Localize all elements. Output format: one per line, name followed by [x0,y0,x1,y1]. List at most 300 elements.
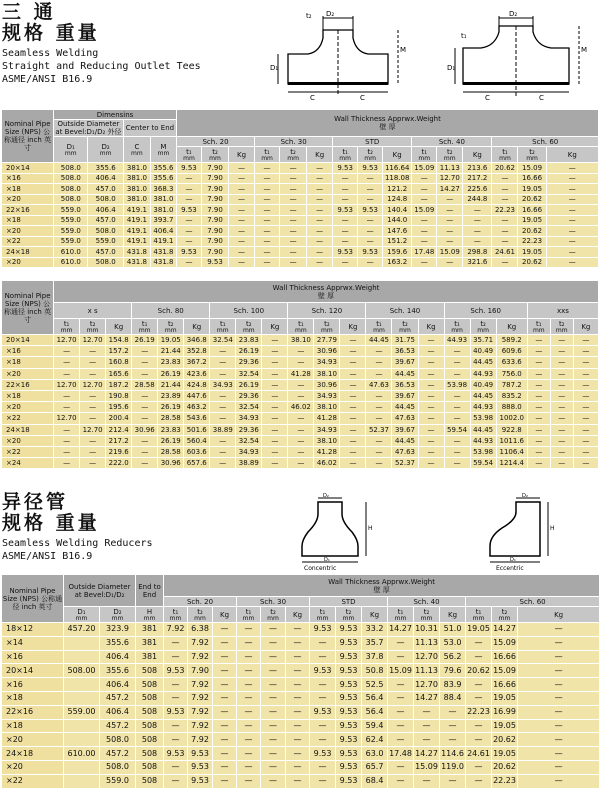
table-cell: — [280,247,307,258]
table-cell: — [286,636,310,650]
table-cell: — [310,636,336,650]
table-cell: — [418,413,444,424]
table-cell: — [437,236,463,247]
table-cell: 508 [136,733,164,747]
table-cell: — [132,346,158,357]
table-cell: — [280,236,307,247]
table-cell: 34.93 [314,390,340,401]
t3-od-header: Outside Diameter at Bevel:D₁/D₂ [64,575,136,607]
table-cell: — [546,194,598,205]
t3-t1-sub: t₁ mm [310,607,336,623]
t2-size-cell: ×22 [2,413,54,424]
table-cell: 23.83 [158,357,184,368]
t1-t2-sub: t₂ mm [280,147,307,163]
table-cell: — [132,446,158,457]
table-cell: 38.10 [314,435,340,446]
table-cell: — [573,357,598,368]
table-cell: 187.2 [106,379,132,390]
table-cell: 9.53 [336,747,362,761]
table-cell: — [286,664,310,678]
table-cell: 165.6 [106,368,132,379]
table-cell: — [80,357,106,368]
t1-size-cell: ×20 [2,194,54,205]
table-cell: — [262,346,288,357]
table-cell: 157.2 [106,346,132,357]
table-cell: — [340,458,366,469]
table-cell: — [213,678,237,692]
table-cell: 15.09 [414,760,440,774]
table-cell: 217.2 [463,173,492,184]
table-cell: 14.27 [437,184,463,195]
table-cell: 65.7 [362,760,388,774]
t2-size-cell: 24×18 [2,424,54,435]
table-cell: — [414,774,440,788]
table-cell: — [80,413,106,424]
t2-t1-sub: t₁ mm [444,319,470,335]
table-cell: — [176,215,201,226]
table-cell: 190.8 [106,390,132,401]
table-cell: 11.13 [414,664,440,678]
t3-size-cell: ×20 [2,760,64,774]
table-cell: 22.23 [518,236,546,247]
table-cell: 6.38 [188,623,213,637]
table-cell: 559.0 [54,226,88,237]
table-cell: — [492,173,518,184]
t2-sch-100: Sch. 100 [210,303,288,319]
table-cell: 12.70 [80,424,106,435]
t2-sch-120: Sch. 120 [288,303,366,319]
t3-size-cell: ×16 [2,650,64,664]
table-cell: — [54,346,80,357]
t3-wall-header [164,575,600,597]
t1-t1-sub: t₁ mm [176,147,201,163]
table-cell: — [546,215,598,226]
t1-t1-sub: t₁ mm [255,147,280,163]
table-cell: 88.4 [440,691,466,705]
table-cell: 610.0 [54,257,88,268]
table-row [2,402,599,413]
table-cell: 114.6 [440,747,466,761]
table-cell: 508.0 [54,173,88,184]
table-cell: 46.02 [288,402,314,413]
table-cell: 16.66 [492,678,518,692]
table-cell: — [237,691,261,705]
t2-t2-sub: t₂ mm [314,319,340,335]
table-cell: 20.62 [492,733,518,747]
table-cell: 20.62 [492,163,518,174]
t1-wall-cn: 壁 厚 [379,123,396,131]
table-cell: — [176,173,201,184]
t3-sch-60: Sch. 60 [466,597,600,607]
table-cell: — [237,623,261,637]
table-cell: 835.2 [496,390,527,401]
table-cell: 163.2 [383,257,412,268]
t2-t1-sub: t₁ mm [54,319,80,335]
t3-wall-cn: 壁 厚 [373,585,390,594]
table-cell: — [261,733,286,747]
t3-size-cell: ×20 [2,733,64,747]
table-cell: 381.0 [150,194,176,205]
table-cell: 9.53 [358,163,383,174]
table-cell: — [358,194,383,205]
table-cell: — [444,413,470,424]
t2-sch-80: Sch. 80 [132,303,210,319]
table-cell: 15.09 [492,636,518,650]
tee-c-label: C [310,94,315,100]
table-cell: — [414,719,440,733]
table-cell: 424.8 [184,379,210,390]
table-cell: — [358,215,383,226]
table-cell: — [213,733,237,747]
table-row [2,357,599,368]
table-cell: — [366,402,392,413]
table-cell: — [546,226,598,237]
t1-sch-30: Sch. 30 [255,137,333,147]
table-cell: 559.0 [88,236,123,247]
table-cell: — [255,194,280,205]
table-cell: — [437,194,463,205]
table-cell: — [444,435,470,446]
t1-sch-40: Sch. 40 [412,137,492,147]
table-cell: — [340,346,366,357]
rtee-c2-label: C [539,94,544,100]
table-cell: 33.2 [362,623,388,637]
table-cell: — [492,215,518,226]
table-cell: — [261,678,286,692]
table-cell: 15.09 [412,163,437,174]
table-cell: — [550,435,573,446]
table-cell: — [366,346,392,357]
table-cell: — [333,215,358,226]
table-cell: 244.8 [463,194,492,205]
table-cell: 50.8 [362,664,388,678]
table-cell: 559.0 [100,774,136,788]
table-cell: — [518,719,600,733]
table-cell: — [418,435,444,446]
table-cell: — [550,335,573,346]
table-cell: 508.0 [100,733,136,747]
t1-dimensions-header: Dimensins [54,110,177,120]
table-cell: 9.53 [176,163,201,174]
table-cell: 36.53 [392,346,418,357]
t1-kg-sub: Kg [463,147,492,163]
table-cell: 44.45 [470,390,496,401]
table-cell: 11.13 [414,636,440,650]
table-cell: 119.0 [440,760,466,774]
table-cell: 116.64 [383,163,412,174]
table-cell: — [358,226,383,237]
table-cell: 352.8 [184,346,210,357]
table-cell: 9.53 [336,678,362,692]
t2-subheader-row [2,319,599,335]
table-cell: 787.2 [496,379,527,390]
table-cell: 17.48 [412,247,437,258]
table-cell: — [80,346,106,357]
table-cell: — [307,194,333,205]
table-cell: 29.36 [236,357,262,368]
table-cell [64,636,100,650]
table-cell: 63.0 [362,747,388,761]
table-cell: — [437,205,463,216]
table-cell: 1011.6 [496,435,527,446]
table-row [2,173,599,184]
table-cell: — [333,184,358,195]
table-cell: — [262,402,288,413]
table-cell: — [210,458,236,469]
table-cell: — [418,446,444,457]
table-cell: 589.2 [496,335,527,346]
table-cell: 35.7 [362,636,388,650]
reducers-subtitle-cn: 规格 重量 [2,512,100,534]
table-cell: 24.61 [466,747,492,761]
table-cell: — [255,247,280,258]
table-cell: 56.2 [440,650,466,664]
table-cell: 9.53 [358,247,383,258]
table-cell: 22.23 [492,774,518,788]
table-cell: — [550,413,573,424]
tees-title-en2: Straight and Reducing Outlet Tees [2,61,201,72]
t3-size-cell: ×18 [2,719,64,733]
table-cell: — [518,623,600,637]
t1-d1-sub [54,137,88,163]
t1-m-label: M [160,142,167,151]
table-cell: — [527,446,550,457]
table-cell: — [340,446,366,457]
conc-h-label: H [368,525,373,532]
table-cell: — [237,747,261,761]
table-cell: 26.19 [158,368,184,379]
table-cell: 381.0 [123,173,150,184]
table-cell: — [132,357,158,368]
table-cell: — [213,747,237,761]
table-cell: — [262,446,288,457]
table-cell: 9.53 [336,650,362,664]
table-cell: — [280,205,307,216]
t2-size-cell: ×22 [2,446,54,457]
t1-c-sub [123,137,150,163]
table-cell: 59.54 [470,458,496,469]
table-cell: — [444,446,470,457]
table-cell: 9.53 [188,747,213,761]
table-cell: — [176,184,201,195]
table-cell: — [573,402,598,413]
t2-t2-sub: t₂ mm [470,319,496,335]
table-cell: 508 [136,747,164,761]
table-cell: 508.0 [100,760,136,774]
tees-title-cn: 三 通 [2,1,56,23]
table-cell: — [255,257,280,268]
table-cell: — [310,650,336,664]
table-cell: 44.45 [470,424,496,435]
table-cell: 1106.4 [496,446,527,457]
table-cell: 16.99 [492,705,518,719]
t2-sch-xxs: xxs [527,303,598,319]
t2-size-cell: ×16 [2,346,54,357]
table-cell: 15.09 [437,247,463,258]
table-cell: 28.58 [158,446,184,457]
table-cell: — [573,390,598,401]
table-cell: 56.4 [362,691,388,705]
table-cell: — [388,719,414,733]
table-cell: — [237,760,261,774]
table-cell: — [307,236,333,247]
table-cell: 79.6 [440,664,466,678]
table-cell: 7.90 [201,205,228,216]
table-cell: 62.4 [362,733,388,747]
table-cell: 147.6 [383,226,412,237]
table-cell: — [546,257,598,268]
t1-wall-label: Wall Thickness Apprwx.Weight [334,115,441,123]
table-cell: 16.66 [518,205,546,216]
table-row [2,650,600,664]
table-cell: — [80,390,106,401]
table-row [2,678,600,692]
table-cell: 144.0 [383,215,412,226]
table-cell: — [307,205,333,216]
table-cell: 46.02 [314,458,340,469]
t3-h-sub: H mm [136,607,164,623]
table-cell: 419.1 [123,236,150,247]
table-cell: 9.53 [176,205,201,216]
table-cell: 922.8 [496,424,527,435]
table-cell: 15.09 [518,163,546,174]
table-cell: 7.90 [188,664,213,678]
table-cell: — [255,173,280,184]
table-cell: — [340,379,366,390]
t1-t2-sub: t₂ mm [201,147,228,163]
rtee-c-label: C [485,94,490,100]
table-cell: 14.27 [414,747,440,761]
table-cell: 9.53 [310,705,336,719]
table-row [2,664,600,678]
table-cell: 225.6 [463,184,492,195]
table-cell: 501.6 [184,424,210,435]
table-cell: — [288,424,314,435]
table-cell: 457.20 [64,623,100,637]
tee-t2-label: t₂ [306,12,312,20]
concentric-label: Concentric [304,565,337,572]
t3-t1-sub: t₁ mm [164,607,188,623]
table-cell: — [463,205,492,216]
table-cell: 31.75 [392,335,418,346]
table-cell: 7.90 [201,173,228,184]
table-cell: 23.89 [158,390,184,401]
table-cell: 200.4 [106,413,132,424]
table-cell: — [414,733,440,747]
t1-m-sub [150,137,176,163]
table-cell: 41.28 [288,368,314,379]
table-cell: — [229,236,255,247]
table-cell: — [573,346,598,357]
table-cell: 14.27 [492,623,518,637]
table-cell: — [492,194,518,205]
table-cell: — [550,424,573,435]
table-cell: 610.00 [64,747,100,761]
table-cell [64,691,100,705]
table-cell: — [210,402,236,413]
table-cell: 151.2 [383,236,412,247]
table-cell: 17.48 [388,747,414,761]
t2-t2-sub: t₂ mm [236,319,262,335]
table-cell: — [54,402,80,413]
table-cell: — [573,446,598,457]
t2-t2-sub: t₂ mm [80,319,106,335]
table-cell: 30.96 [132,424,158,435]
table-cell: — [412,236,437,247]
table-cell: 559.00 [64,705,100,719]
table-cell: — [418,390,444,401]
table-cell: — [573,379,598,390]
t3-sch-30: Sch. 30 [237,597,310,607]
table-cell: 23.83 [158,424,184,435]
table-cell: 381.0 [123,184,150,195]
table-cell: 657.6 [184,458,210,469]
table-cell: 44.45 [392,435,418,446]
table-cell: 7.90 [201,215,228,226]
table-cell: 406.4 [88,205,123,216]
t1-od-header: Outside Diameter at Bevel:D₁/D₂ 外径 [55,120,122,136]
table-cell: — [213,623,237,637]
table-cell: 12.70 [54,413,80,424]
table-cell: 20.62 [492,760,518,774]
table-cell: 19.05 [492,691,518,705]
table-cell: — [54,390,80,401]
table-cell: — [262,435,288,446]
table-cell: 431.8 [123,257,150,268]
table-cell: — [280,173,307,184]
table-row [2,435,599,446]
table-cell: — [255,205,280,216]
table-cell: — [262,458,288,469]
tee-m-label: M [400,46,407,54]
t2-t1-sub: t₁ mm [210,319,236,335]
table-cell: — [229,205,255,216]
table-cell: — [213,664,237,678]
table-cell: — [286,733,310,747]
table-cell: — [466,678,492,692]
table-cell: — [164,733,188,747]
table-cell: 7.90 [201,194,228,205]
table-cell: 609.6 [496,346,527,357]
t1-unit: mm [131,149,143,157]
table-cell: 508.0 [54,163,88,174]
table-cell: — [527,413,550,424]
table-row [2,163,599,174]
table-cell [64,760,100,774]
table-cell: 159.6 [383,247,412,258]
table-cell: 53.0 [440,636,466,650]
table-cell: — [412,173,437,184]
table-cell: — [466,650,492,664]
table-cell: — [210,390,236,401]
table-cell: 406.4 [100,678,136,692]
t3-subheader-row [2,607,600,623]
table-cell: 406.4 [150,226,176,237]
table-cell: — [573,368,598,379]
t2-sch-160: Sch. 160 [444,303,527,319]
t2-size-cell: ×20 [2,435,54,446]
table-cell: 52.5 [362,678,388,692]
table-cell: 83.9 [440,678,466,692]
table-cell: — [80,458,106,469]
table-cell: — [310,678,336,692]
table-cell: 9.53 [188,774,213,788]
table-cell: — [440,705,466,719]
t1-nps-header: Nominal Pipe Size (NPS) 公称通径 inch 英寸 [2,110,54,163]
table-cell: — [492,236,518,247]
table-cell: 888.0 [496,402,527,413]
t1-sch-20: Sch. 20 [176,137,254,147]
